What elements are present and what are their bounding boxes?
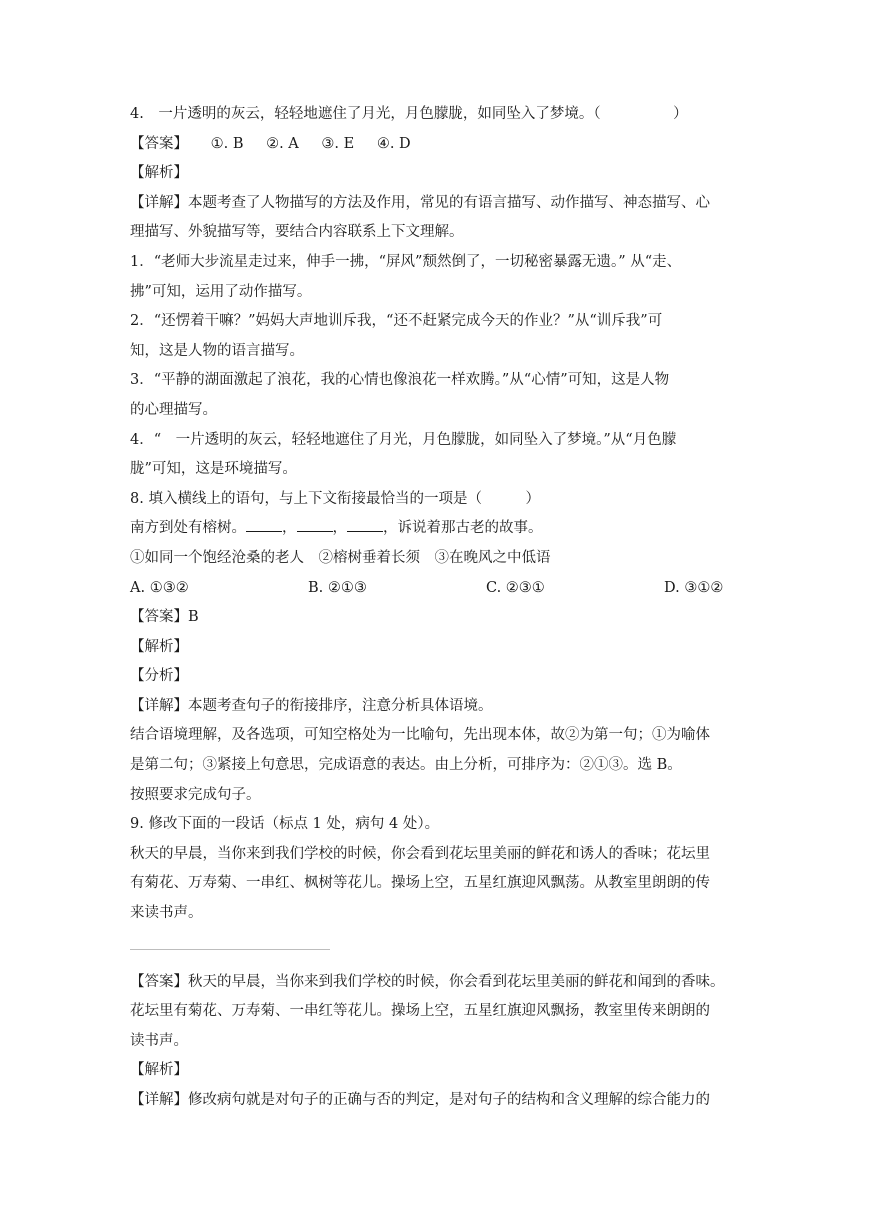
q8-sentence	[130, 514, 740, 544]
answer-item: ②. A	[266, 135, 299, 152]
option-d: D. ③①②	[664, 579, 724, 596]
answer-item: ④. D	[376, 135, 411, 152]
detail-line: 【详解】修改病句就是对句子的正确与否的判定，是对句子的结构和含义理解的综合能力的	[130, 1092, 710, 1108]
q4-stem: 4. 一片透明的灰云，轻轻地遮住了月光，月色朦胧，如同坠入了梦境。（ ）	[130, 106, 688, 122]
detail-line: 胧”可知，这是环境描写。	[130, 461, 297, 478]
detail-line: 的心理描写。	[130, 401, 217, 418]
passage-line: 秋天的早晨，当你来到我们学校的时候，你会看到花坛里美丽的鲜花和诱人的香味；花坛里	[130, 845, 710, 862]
option-a: A. ①③②	[130, 579, 189, 596]
sentence-start: 南方到处有榕树。	[130, 520, 246, 537]
detail-line: 拂”可知，运用了动作描写。	[130, 283, 312, 300]
detail-line: 4．“ 一片透明的灰云，轻轻地遮住了月光，月色朦胧，如同坠入了梦境。”从“月色朦	[130, 431, 677, 448]
fill-blank	[347, 517, 383, 532]
answer-line: 花坛里有菊花、万寿菊、一串红等花儿。操场上空，五星红旗迎风飘扬，教室里传来朗朗的	[130, 1003, 710, 1020]
answer-item: ③. E	[321, 135, 355, 152]
q9-stem: 9. 修改下面的一段话（标点 1 处，病句 4 处）。	[130, 816, 440, 833]
section-title: 按照要求完成句子。	[130, 786, 261, 803]
document-page	[130, 100, 740, 1116]
comma: ，	[332, 520, 347, 537]
separator-line	[130, 949, 330, 950]
passage-line: 有菊花、万寿菊、一串红、枫树等花儿。操场上空，五星红旗迎风飘荡。从教室里朗朗的传	[130, 875, 710, 892]
detail-line: 2．“还愣着干嘛？”妈妈大声地训斥我，“还不赶紧完成今天的作业？”从“训斥我”可	[130, 313, 663, 330]
analysis-label: 【解析】	[130, 638, 188, 655]
q8-stem: 8. 填入横线上的语句，与上下文衔接最恰当的一项是（ ）	[130, 490, 540, 507]
answer-line: 读书声。	[130, 1032, 188, 1049]
option-b: B. ②①③	[308, 579, 367, 596]
fill-blank	[297, 517, 333, 532]
detail-line: 【详解】本题考查句子的衔接排序，注意分析具体语境。	[130, 697, 493, 714]
comma: ，	[282, 520, 297, 537]
q8-options	[130, 574, 740, 604]
detail-line: 是第二句；③紧接上句意思，完成语意的表达。由上分析，可排序为：②①③。选 B。	[130, 757, 682, 774]
analysis-label: 【解析】	[130, 1062, 188, 1079]
q4-answer	[130, 130, 740, 160]
q8-answer: 【答案】B	[130, 609, 199, 626]
option-c: C. ②③①	[486, 579, 545, 596]
detail-line: 1．“老师大步流星走过来，伸手一拂，“屏风”颓然倒了，一切秘密暴露无遗。” 从“走、	[130, 253, 682, 270]
detail-line: 【详解】本题考查了人物描写的方法及作用，常见的有语言描写、动作描写、神态描写、心	[130, 194, 710, 211]
q8-items: ①如同一个饱经沧桑的老人 ②榕树垂着长须 ③在晚风之中低语	[130, 549, 551, 566]
fenxi-label: 【分析】	[130, 668, 188, 685]
detail-line: 结合语境理解，及各选项，可知空格处为一比喻句，先出现本体，故②为第一句；①为喻体	[130, 727, 710, 744]
answer-label: 【答案】	[130, 135, 188, 152]
passage-line: 来读书声。	[130, 905, 203, 922]
detail-line: 知，这是人物的语言描写。	[130, 342, 304, 359]
detail-line: 3．“平静的湖面激起了浪花，我的心情也像浪花一样欢腾。”从“心情”可知，这是人物	[130, 372, 670, 389]
fill-blank	[246, 517, 282, 532]
analysis-label: 【解析】	[130, 165, 188, 182]
answer-item: ①. B	[210, 135, 244, 152]
detail-line: 理描写、外貌描写等，要结合内容联系上下文理解。	[130, 224, 464, 241]
sentence-end: ，诉说着那古老的故事。	[383, 520, 543, 537]
answer-line: 【答案】秋天的早晨，当你来到我们学校的时候，你会看到花坛里美丽的鲜花和闻到的香味。	[130, 973, 725, 990]
